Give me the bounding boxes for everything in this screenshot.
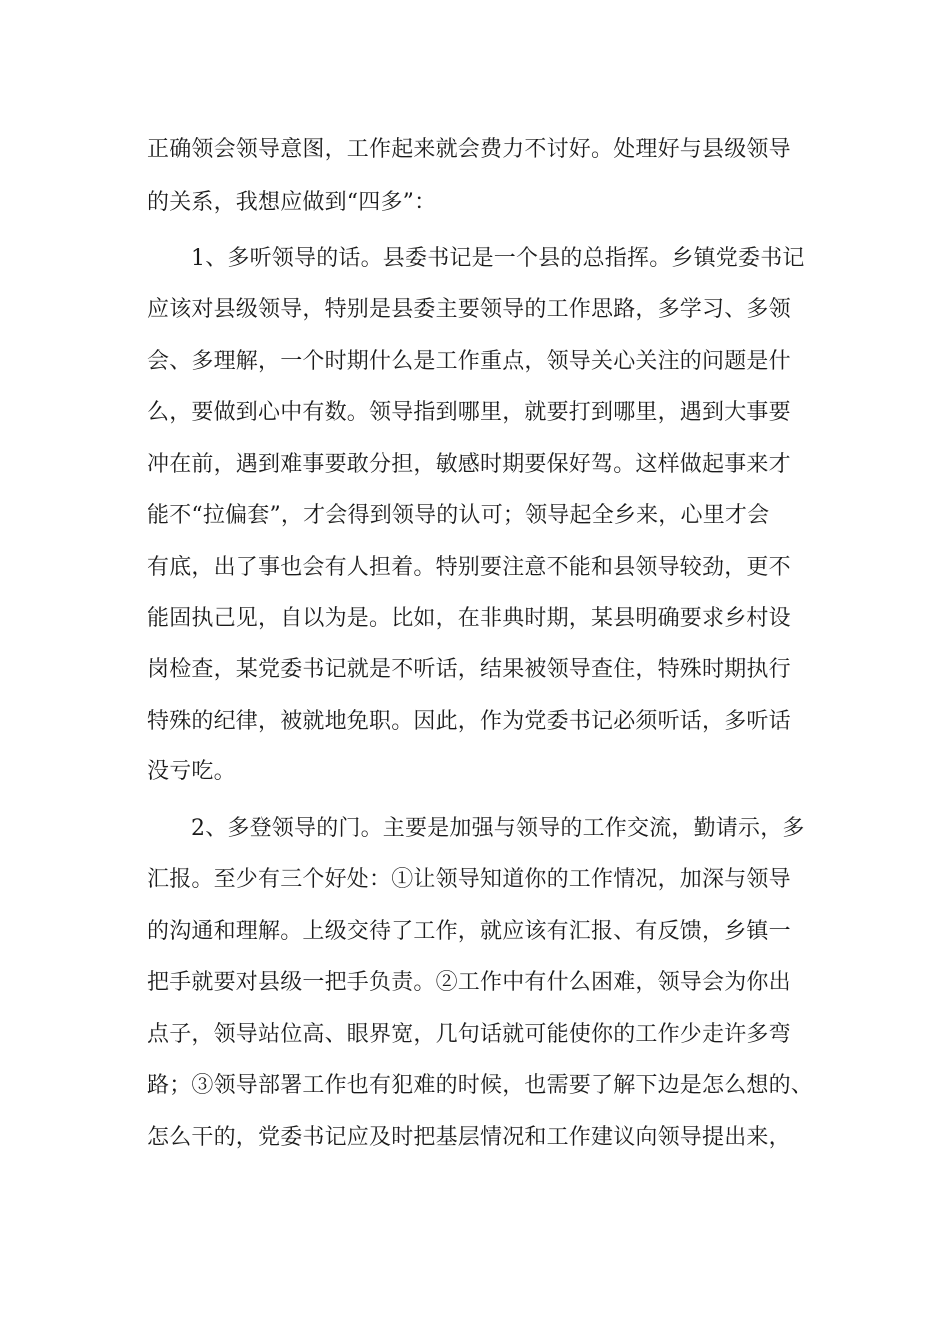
text-line: 能固执己见，自以为是。比如，在非典时期，某县明确要求乡村设: [147, 606, 791, 631]
text-line: 的关系，我想应做到“四多”：: [147, 190, 437, 215]
text-line: 路；③领导部署工作也有犯难的时候，也需要了解下边是怎么想的、: [147, 1073, 814, 1098]
text-line: 汇报。至少有三个好处：①让领导知道你的工作情况，加深与领导: [147, 867, 791, 892]
text-line: 2、多登领导的门。主要是加强与领导的工作交流，勤请示，多: [191, 816, 805, 841]
text-line: 冲在前，遇到难事要敢分担，敏感时期要保好驾。这样做起事来才: [147, 452, 791, 477]
text-line: 的沟通和理解。上级交待了工作，就应该有汇报、有反馈，乡镇一: [147, 919, 791, 944]
text-line: 正确领会领导意图，工作起来就会费力不讨好。处理好与县级领导: [147, 137, 791, 162]
text-line: 应该对县级领导，特别是县委主要领导的工作思路，多学习、多领: [147, 297, 791, 322]
text-line: 么，要做到心中有数。领导指到哪里，就要打到哪里，遇到大事要: [147, 400, 791, 425]
text-line: 1、多听领导的话。县委书记是一个县的总指挥。乡镇党委书记: [191, 246, 805, 271]
text-line: 把手就要对县级一把手负责。②工作中有什么困难，领导会为你出: [147, 970, 791, 995]
text-line: 点子，领导站位高、眼界宽，几句话就可能使你的工作少走许多弯: [147, 1022, 791, 1047]
text-line: 能不“拉偏套”，才会得到领导的认可；领导起全乡来，心里才会: [147, 503, 770, 528]
text-line: 怎么干的，党委书记应及时把基层情况和工作建议向领导提出来，: [147, 1125, 791, 1150]
text-line: 特殊的纪律，被就地免职。因此，作为党委书记必须听话，多听话: [147, 709, 791, 734]
text-line: 没亏吃。: [147, 759, 236, 784]
text-line: 有底，出了事也会有人担着。特别要注意不能和县领导较劲，更不: [147, 555, 791, 580]
text-line: 岗检查，某党委书记就是不听话，结果被领导查住，特殊时期执行: [147, 657, 791, 682]
text-line: 会、多理解，一个时期什么是工作重点，领导关心关注的问题是什: [147, 349, 791, 374]
